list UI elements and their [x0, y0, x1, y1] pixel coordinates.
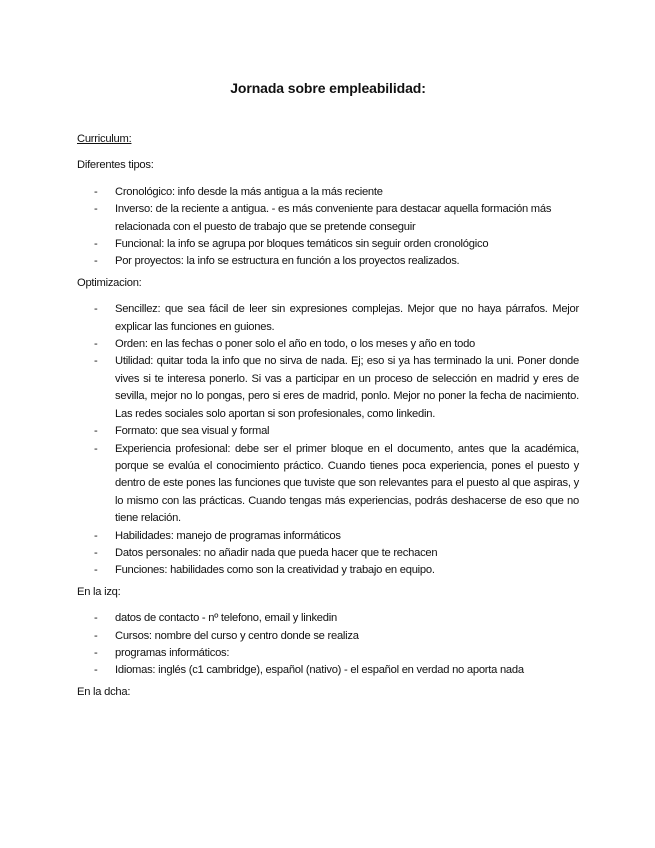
document-body: [77, 131, 579, 701]
list-item: - Inverso: de la reciente a antigua. - es más conveniente para destacar aquella formación más relacionada con el puesto de trabajo que se pretende conseguir: [77, 201, 579, 236]
list-item: - Por proyectos: la info se estructura en función a los proyectos realizados.: [77, 253, 579, 270]
list-item: - Formato: que sea visual y formal: [77, 423, 579, 440]
izq-list: [77, 610, 579, 680]
list-item: - Cronológico: info desde la más antigua a la más reciente: [77, 184, 579, 201]
list-item: - Habilidades: manejo de programas informáticos: [77, 528, 579, 545]
dcha-heading: En la dcha:: [77, 685, 131, 698]
list-item: - programas informáticos:: [77, 645, 579, 662]
list-item: - Sencillez: que sea fácil de leer sin expresiones complejas. Mejor que no haya párrafos. Mejor explicar las funciones en guiones.: [77, 301, 579, 336]
tipos-heading: Diferentes tipos:: [77, 159, 154, 172]
list-item: - Orden: en las fechas o poner solo el año en todo, o los meses y año en todo: [77, 336, 579, 353]
izq-heading: En la izq:: [77, 585, 121, 598]
list-item: - Funciones: habilidades como son la creatividad y trabajo en equipo.: [77, 562, 579, 579]
list-item: - Experiencia profesional: debe ser el primer bloque en el documento, antes que la académica, porque se evalúa el conocimiento práctico. Cuando tienes poca experiencia, pones el puesto y dentro de este pones las funciones que tuviste que son relevantes para el puesto al que aspiras, y lo mismo con las prácticas. Cuando tengas más experiencias, podrás deshacerse de eso que no tiene relación.: [77, 441, 579, 528]
list-item: - Idiomas: inglés (c1 cambridge), español (nativo) - el español en verdad no aporta nada: [77, 662, 579, 679]
list-item: - datos de contacto - nº telefono, email y linkedin: [77, 610, 579, 627]
curriculum-heading: Curriculum:: [77, 133, 132, 145]
list-item: - Utilidad: quitar toda la info que no sirva de nada. Ej; eso si ya has terminado la uni. Poner donde vives si te interesa ponerlo. Si vas a participar en un proceso de selección en madrid y eres de sevilla, mejor no lo pongas, pero si eres de madrid, ponlo. Mejor no poner la fecha de nacimiento. Las redes sociales solo aportan si son profesionales, como linkedin.: [77, 353, 579, 423]
list-item: - Funcional: la info se agrupa por bloques temáticos sin seguir orden cronológico: [77, 236, 579, 253]
list-item: - Cursos: nombre del curso y centro donde se realiza: [77, 628, 579, 645]
optimizacion-heading: Optimizacion:: [77, 276, 142, 289]
list-item: - Datos personales: no añadir nada que pueda hacer que te rechacen: [77, 545, 579, 562]
document-title: Jornada sobre empleabilidad:: [230, 80, 426, 96]
optimizacion-list: [77, 301, 579, 580]
tipos-list: [77, 184, 579, 271]
